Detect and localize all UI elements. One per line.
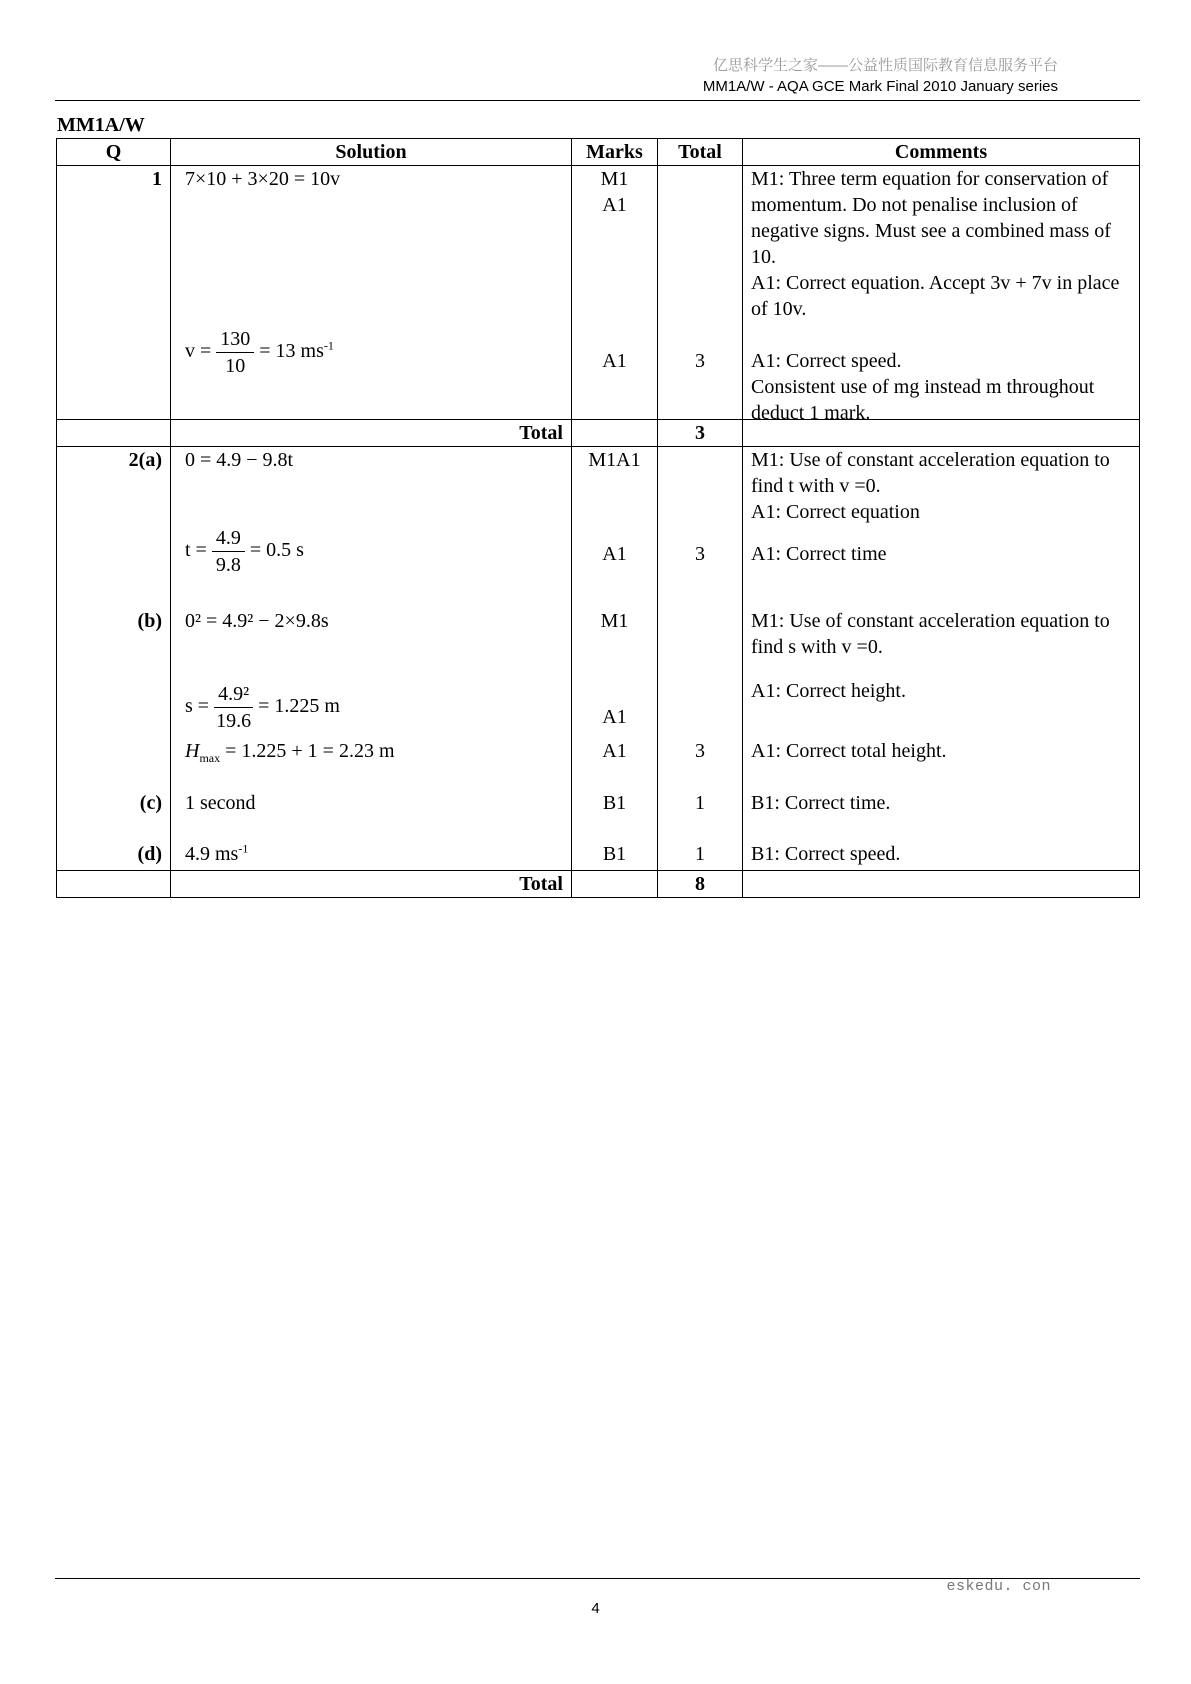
comment: M1: Use of constant acceleration equation to find s with v =0. xyxy=(751,610,1110,658)
table-row xyxy=(57,166,1140,420)
column-header-total: Total xyxy=(658,139,743,166)
column-header-marks: Marks xyxy=(572,139,658,166)
marks-cell xyxy=(572,166,658,420)
total-label: Total xyxy=(171,871,572,898)
eq-rhs: = 13 ms xyxy=(259,340,324,363)
mark: B1 xyxy=(602,843,627,865)
solution-cell xyxy=(171,166,572,420)
comment: A1: Correct equation xyxy=(751,501,920,523)
table-header-row xyxy=(57,139,1140,166)
comment: A1: Correct total height. xyxy=(751,740,947,762)
question-number-cell xyxy=(57,447,171,871)
comment: M1: Three term equation for conservation of momentum. Do not penalise inclusion of negative signs. Must see a combined mass of 10. xyxy=(751,168,1111,268)
mark: M1 xyxy=(600,610,629,632)
mark: A1 xyxy=(602,543,627,565)
eq-lhs: t = xyxy=(185,539,207,562)
numerator: 4.9 xyxy=(212,525,245,552)
eq-lhs: s = xyxy=(185,695,210,718)
subscript: max xyxy=(199,751,221,765)
comment: Consistent use of mg instead m throughout deduct 1 mark. xyxy=(751,376,1095,424)
numerator: 130 xyxy=(216,326,254,353)
numerator: 4.9² xyxy=(214,681,253,708)
comment: B1: Correct speed. xyxy=(751,843,901,865)
page-number: 4 xyxy=(591,1600,600,1617)
comment: B1: Correct time. xyxy=(751,792,891,814)
comment: A1: Correct speed. xyxy=(751,350,902,372)
total-value: 3 xyxy=(695,350,705,372)
question-part: (d) xyxy=(137,843,162,865)
total-value: 3 xyxy=(695,543,705,565)
mark: A1 xyxy=(602,194,627,216)
fraction xyxy=(212,525,245,578)
superscript: -1 xyxy=(238,841,249,856)
total-value: 1 xyxy=(695,792,705,814)
fraction xyxy=(216,326,254,379)
total-value: 3 xyxy=(658,420,743,447)
comment: M1: Use of constant acceleration equation to find t with v =0. xyxy=(751,449,1110,497)
mark-scheme-table xyxy=(56,138,1140,898)
equation: 0 = 4.9 − 9.8t xyxy=(185,449,294,471)
equation: 0² = 4.9² − 2×9.8s xyxy=(185,610,329,632)
answer: 1 second xyxy=(185,792,256,814)
blank-cell xyxy=(572,871,658,898)
question-part: (c) xyxy=(139,792,162,814)
comments-cell xyxy=(743,447,1140,871)
question-part: (b) xyxy=(137,610,162,632)
total-label: Total xyxy=(171,420,572,447)
marks-cell xyxy=(572,447,658,871)
question-number: 1 xyxy=(57,166,171,420)
header-site-name: 亿思科学生之家——公益性质国际教育信息服务平台 xyxy=(712,57,1058,74)
header-rule xyxy=(55,100,1140,101)
superscript: -1 xyxy=(323,338,334,353)
total-value: 1 xyxy=(695,843,705,865)
column-header-q: Q xyxy=(57,139,171,166)
answer-value: 4.9 ms xyxy=(185,843,239,865)
blank-cell xyxy=(57,871,171,898)
column-header-comments: Comments xyxy=(743,139,1140,166)
mark: B1 xyxy=(602,792,627,814)
total-value: 3 xyxy=(695,740,705,762)
eq-symbol: H xyxy=(185,740,200,762)
header-document-title: MM1A/W - AQA GCE Mark Final 2010 January series xyxy=(702,78,1058,95)
eq-rhs: = 1.225 m xyxy=(258,695,340,718)
comments-cell xyxy=(743,166,1140,424)
blank-cell xyxy=(57,420,171,447)
equation: 7×10 + 3×20 = 10v xyxy=(185,168,341,190)
comment: A1: Correct height. xyxy=(751,680,906,702)
mark: A1 xyxy=(602,740,627,762)
mark: A1 xyxy=(602,350,627,372)
table-row xyxy=(57,447,1140,871)
equation xyxy=(185,326,334,379)
blank-cell xyxy=(743,871,1140,898)
denominator: 9.8 xyxy=(215,554,241,576)
total-cell xyxy=(658,166,743,420)
comment: A1: Correct equation. Accept 3v + 7v in place of 10v. xyxy=(751,272,1120,320)
mark: M1 xyxy=(600,168,629,190)
eq-rhs: = 1.225 + 1 = 2.23 m xyxy=(225,740,395,762)
total-value: 8 xyxy=(658,871,743,898)
equation xyxy=(185,738,395,764)
fraction xyxy=(214,681,253,734)
eq-lhs: v = xyxy=(185,340,212,363)
denominator: 19.6 xyxy=(216,710,252,732)
equation xyxy=(185,681,340,734)
section-title: MM1A/W xyxy=(57,114,145,136)
question-number: 2(a) xyxy=(128,449,162,471)
blank-cell xyxy=(572,420,658,447)
mark: A1 xyxy=(602,706,627,728)
denominator: 10 xyxy=(225,355,246,377)
total-cell xyxy=(658,447,743,871)
answer xyxy=(185,841,248,867)
total-row xyxy=(57,871,1140,898)
column-header-solution: Solution xyxy=(171,139,572,166)
solution-cell xyxy=(171,447,572,871)
eq-rhs: = 0.5 s xyxy=(249,539,304,562)
mark: M1A1 xyxy=(588,449,641,471)
comment: A1: Correct time xyxy=(751,543,887,565)
footer-site: eskedu. con xyxy=(946,1578,1051,1595)
equation xyxy=(185,525,304,578)
